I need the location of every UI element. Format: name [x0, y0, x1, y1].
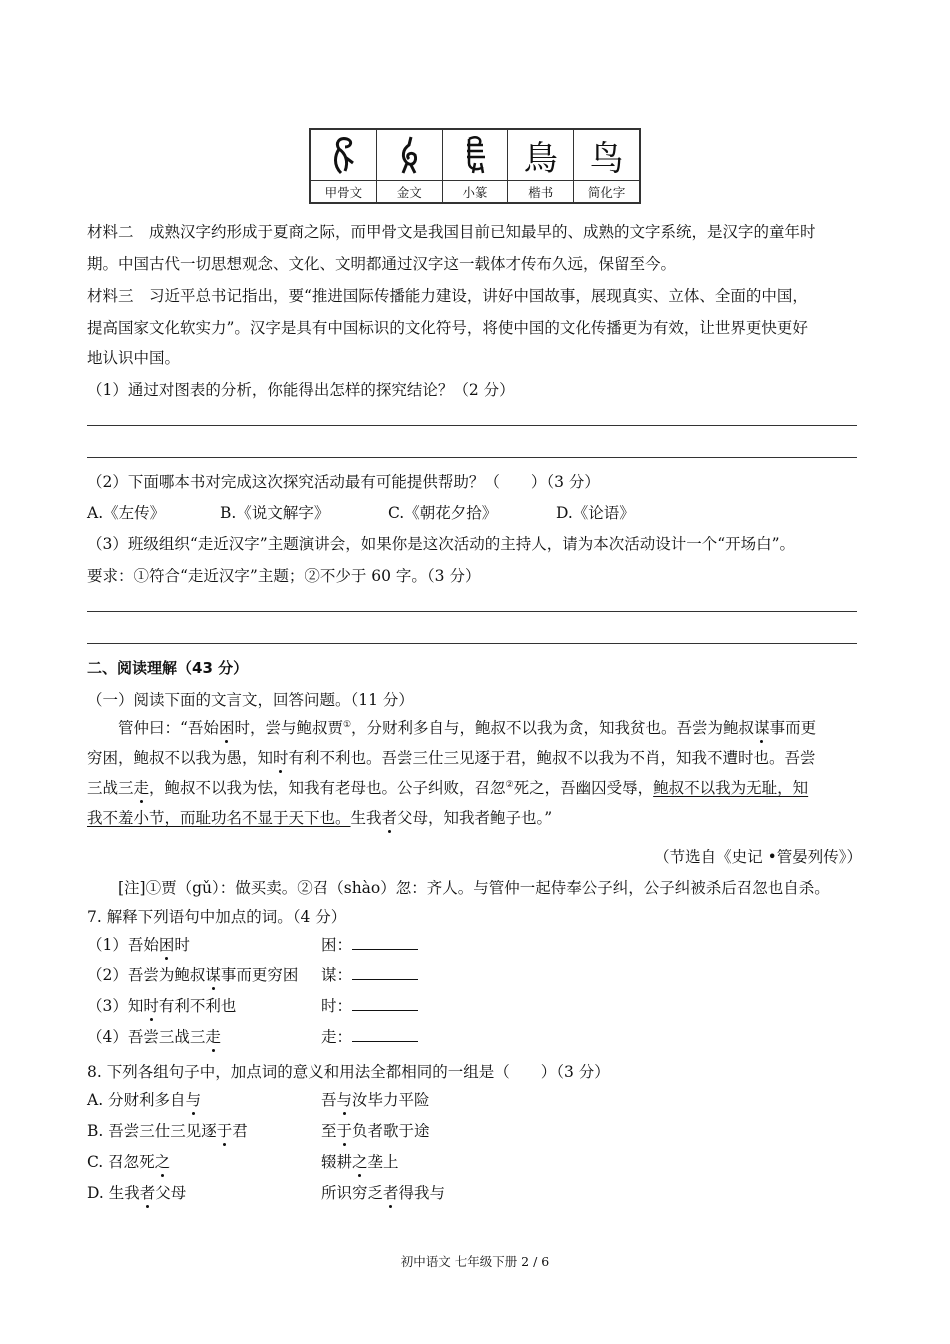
- option-d[interactable]: D.《论语》: [556, 504, 635, 522]
- passage-line-1: 管仲曰：“吾始困时，尝与鲍叔贾①，分财利多自与，鲍叔不以我为贪，知我贫也。吾尝为鲍叔谋事而更: [118, 716, 816, 738]
- q8-option-a-left[interactable]: A. 分财利多自与: [87, 1088, 201, 1110]
- q8-option-a-right: 吾与汝毕力平险: [321, 1088, 430, 1110]
- answer-line[interactable]: [87, 457, 857, 458]
- evo-label: 甲骨文: [324, 184, 363, 200]
- evo-label: 小篆: [462, 184, 488, 200]
- answer-blank[interactable]: [352, 935, 418, 950]
- question-3-line1: （3）班级组织“走近汉字”主题演讲会，如果你是这次活动的主持人，请为本次活动设计一个“开场白”。: [87, 535, 796, 553]
- material3-line2: 提高国家文化软实力”。汉字是具有中国标识的文化符号，将使中国的文化传播更为有效，让世界更快更好: [87, 319, 808, 337]
- question-1: （1）通过对图表的分析，你能得出怎样的探究结论？（2 分）: [87, 381, 515, 399]
- answer-line[interactable]: [87, 425, 857, 426]
- q8-option-b-right: 至于负者歌于途: [321, 1119, 430, 1141]
- material3-line3: 地认识中国。: [87, 349, 181, 367]
- question-7-title: 7. 解释下列语句中加点的词。（4 分）: [87, 908, 347, 926]
- bronze-glyph: [377, 130, 442, 181]
- q7-answer-4[interactable]: 走：: [321, 1025, 418, 1047]
- evo-col-simplified: [574, 130, 639, 202]
- option-a[interactable]: A.《左传》: [87, 504, 166, 522]
- simplified-glyph: [574, 130, 639, 181]
- q8-option-c-left[interactable]: C. 召忽死之: [87, 1150, 170, 1172]
- q7-item-4: （4）吾尝三战三走: [87, 1025, 221, 1047]
- q7-answer-3[interactable]: 时：: [321, 994, 418, 1016]
- q8-option-d-right: 所识穷乏者得我与: [321, 1181, 445, 1203]
- q8-option-d-left[interactable]: D. 生我者父母: [87, 1181, 186, 1203]
- question-2: （2）下面哪本书对完成这次探究活动最有可能提供帮助？（ ）（3 分）: [87, 473, 600, 491]
- question-8-title: 8. 下列各组句子中，加点词的意义和用法全都相同的一组是（ ）（3 分）: [87, 1063, 610, 1081]
- simplified-char: 鸟: [589, 138, 624, 179]
- passage-line-2: 穷困，鲍叔不以我为愚，知时有利不利也。吾尝三仕三见逐于君，鲍叔不以我为不肖，知我不遭时也。吾尝: [87, 746, 816, 768]
- part-1-intro: （一）阅读下面的文言文，回答问题。（11 分）: [87, 691, 414, 709]
- seal-glyph: [443, 130, 508, 181]
- answer-line[interactable]: [87, 643, 857, 644]
- passage-line-3: 三战三走，鲍叔不以我为怯，知我有老母也。公子纠败，召忽②死之，吾幽囚受辱，鲍叔不以我为无耻，知: [87, 776, 808, 798]
- evo-label: 金文: [396, 184, 422, 200]
- q7-item-3: （3）知时有利不利也: [87, 994, 236, 1016]
- oracle-bone-glyph: [311, 130, 376, 181]
- section-2-title: 二、阅读理解（43 分）: [87, 659, 249, 677]
- passage-line-4: 我不羞小节，而耻功名不显于天下也。生我者父母，知我者鲍子也。”: [87, 806, 552, 828]
- regular-char: 鳥: [523, 138, 558, 179]
- q8-option-b-left[interactable]: B. 吾尝三仕三见逐于君: [87, 1119, 248, 1141]
- q7-item-2: （2）吾尝为鲍叔谋事而更穷困: [87, 963, 298, 985]
- option-c[interactable]: C.《朝花夕拾》: [388, 504, 498, 522]
- answer-blank[interactable]: [352, 965, 418, 980]
- evo-label: 楷书: [528, 184, 554, 200]
- material2-line2: 期。中国古代一切思想观念、文化、文明都通过汉字这一载体才传布久远，保留至今。: [87, 255, 677, 273]
- option-b[interactable]: B.《说文解字》: [220, 504, 330, 522]
- source-citation: （节选自《史记 •管晏列传》）: [654, 848, 862, 866]
- regular-glyph: [508, 130, 573, 181]
- question-3-line2: 要求：①符合“走近汉字”主题；②不少于 60 字。（3 分）: [87, 567, 481, 585]
- page-footer: 初中语文 七年级下册 2 / 6: [400, 1254, 550, 1269]
- evo-col-bronze: [377, 130, 443, 202]
- q7-item-1: （1）吾始困时: [87, 933, 190, 955]
- annotation-note: [注]①贾（gǔ）：做买卖。②召（shào）忽：齐人。与管仲一起侍奉公子纠，公子纠被杀后召忽也自杀。: [118, 879, 830, 897]
- q7-answer-1[interactable]: 困：: [321, 933, 418, 955]
- character-evolution-table: [309, 128, 641, 204]
- evo-col-regular: [508, 130, 574, 202]
- q8-option-c-right: 辍耕之垄上: [321, 1150, 399, 1172]
- q7-answer-2[interactable]: 谋：: [321, 963, 418, 985]
- answer-line[interactable]: [87, 611, 857, 612]
- answer-blank[interactable]: [352, 1027, 418, 1042]
- material2-line1: 材料二 成熟汉字约形成于夏商之际，而甲骨文是我国目前已知最早的、成熟的文字系统，是汉字的童年时: [87, 223, 816, 241]
- answer-blank[interactable]: [352, 996, 418, 1011]
- evo-label: 简化字: [587, 184, 626, 200]
- evo-col-oracle: [311, 130, 377, 202]
- evo-col-seal: [443, 130, 509, 202]
- material3-line1: 材料三 习近平总书记指出，要“推进国际传播能力建设，讲好中国故事，展现真实、立体、全面的中国，: [87, 287, 808, 305]
